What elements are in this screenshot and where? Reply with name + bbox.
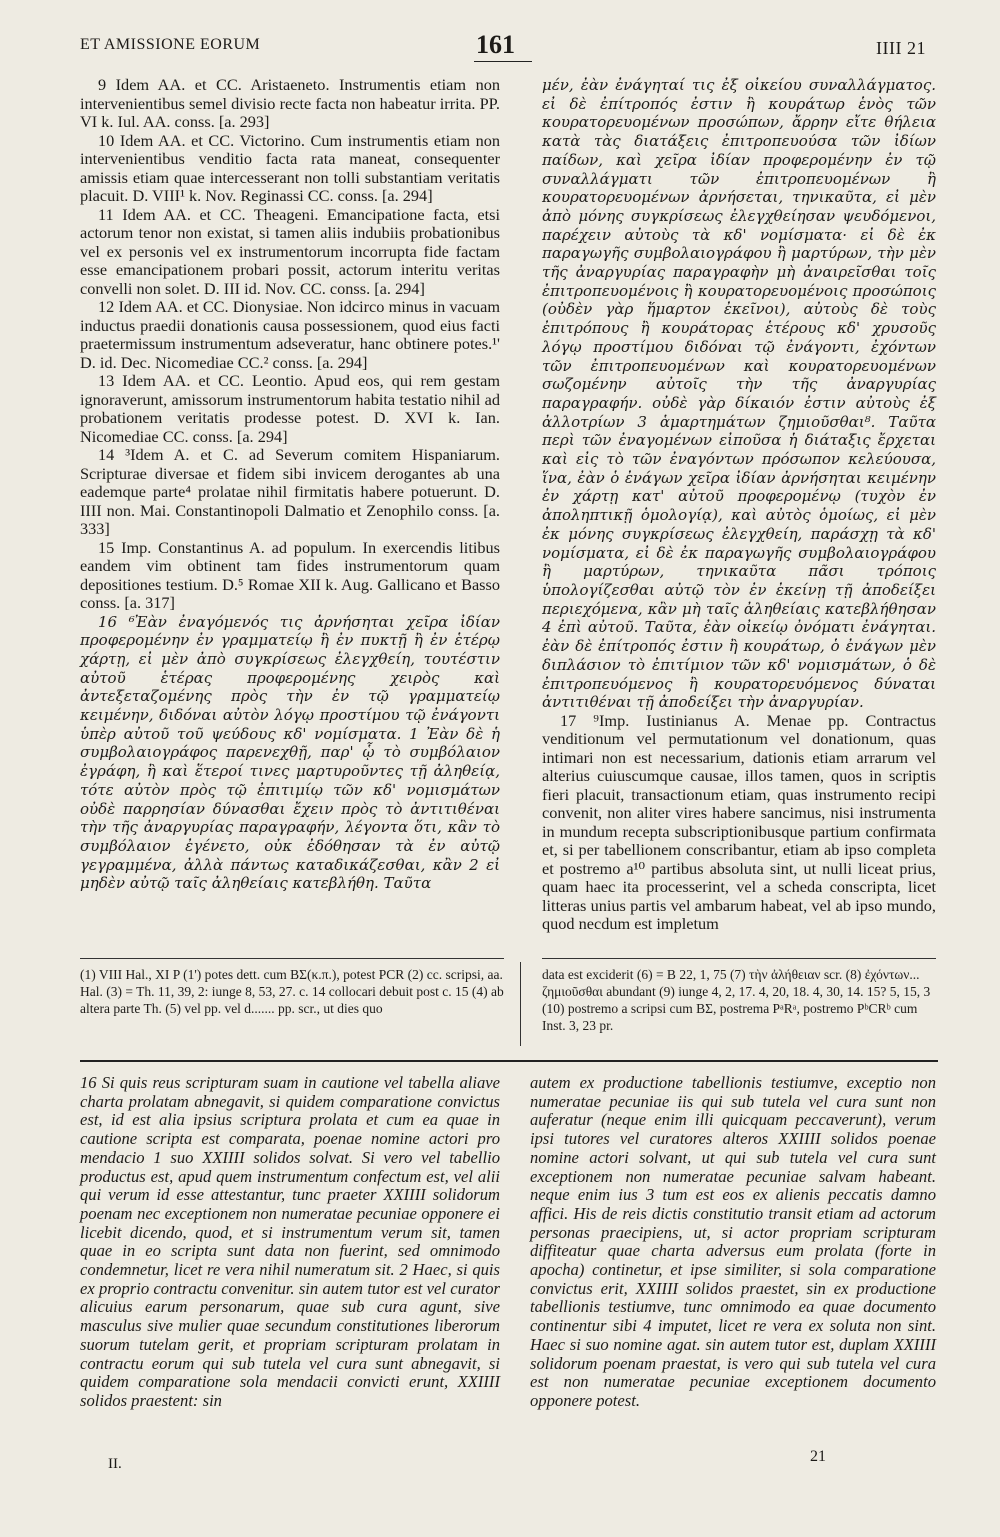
constitution-16-greek: 16 ⁶Ἐὰν ἐναγόμενός τις ἀρνήσηται χεῖρα ἰδίαν προφερομένην ἐν γραμματείῳ ἢ ἐν πυκτῇ ἢ ἐν ἑτέρῳ χάρτῃ, εἰ μὲν ἀπὸ συγκρίσεως ἐλεγχθείη, τουτέστιν αὐτοῦ ἑτέρας προφερομένης χειρὸς καὶ ἀντεξεταζομένης πρὸς τὴν ἐν τῷ γραμματείῳ κειμένην, διδόναι αὐτὸν λόγῳ προστίμου τῷ ἐνάγοντι ὑπὲρ αὐτοῦ τοῦ ψεύδους κδ' νομίσματα. 1 Ἐὰν δὲ ἡ συμβολαιογράφος παρενεχθῇ, παρ' ᾧ τὸ συμβόλαιον ἐγράφη, ἢ καὶ ἕτεροί τινες μαρτυροῦντες τῇ ἀληθείᾳ, τότε αὐτὸν πρὸς τῷ ἐπιτιμίῳ τῶν κδ' νομισμάτων οὐδὲ παρρησίαν δύνασθαι ἔχειν πρὸς τὸ ἀντιτιθέναι τὴν τῆς ἀναργυρίας παραγραφήν, λέγοντα ὅτι, κἂν τὸ συμβόλαιον ἐγένετο, οὐκ ἐδόθησαν τὰ ἐν αὐτῷ γεγραμμένα, ἀλλὰ πάντως καταδικάζεσθαι, κἂν 2 εἰ μηδὲν αὐτῷ ταῖς ἀληθείαις κατεβλήθη. Ταῦτα <box>80 612 500 893</box>
translation-right-column <box>530 1074 936 1411</box>
constitution-14: 14 ³Idem A. et C. ad Severum comitem Hispaniarum. Scripturae diversae et fidem sibi invicem derogantes ab una eademque parte⁴ prolatae nihil firmitatis habere potuerunt. D. IIII non. Mai. Constantinopoli Dalmatio et Zenophilo conss. [a. 333] <box>80 445 500 538</box>
footnote-rule-left <box>80 958 504 959</box>
left-column <box>80 76 500 893</box>
running-head-right: IIII 21 <box>876 38 926 58</box>
translation-left-text: 16 Si quis reus scripturam suam in cautione vel tabella aliave charta prolatam abnegavit, si quidem comparatione convictus est, id est alia ipsius scriptura prolata et cum ea quae in cautione scripta est comparata, poenae nomine actori pro mendacio 1 suo XXIIII solidos solvat. Si vero vel tabellio productus est, apud quem instrumentum confectum est, vel alii qui verum id esse attestantur, tunc praeter XXIIII solidorum poenam nec exceptionem non numeratae pecuniae opponere ei licebit dicendo, quod, et si instrumentum verum sit, tamen quae in eo scripta sunt data non fuerint, sed omnimodo condemnetur, licet re vera nihil numeratum sit. 2 Haec, si quis ex proprio contractu convenitur. sin autem tutor est vel curator alicuius earum personarum, quae sub cura agunt, sive masculus sive mulier quae secundum constitutiones liberorum suorum tutelam gerit, et propriam scripturam prolatam in contractu eorum qui sub tutela vel cura sunt abnegavit, si quidem comparatione sola mendacii convicti erunt, XXIIII solidos praestent: sin <box>80 1073 500 1410</box>
constitution-10: 10 Idem AA. et CC. Victorino. Cum instrumentis etiam non intervenientibus venditio facta rata maneat, consequenter amissis etiam quae intercesserant non tolli substantiam veritatis placuit. D. VIII¹ k. Nov. Reginassi CC. conss. [a. 294] <box>80 130 500 205</box>
section-number: 21 <box>810 1448 826 1465</box>
signature-mark: II. <box>108 1456 122 1472</box>
footnote-column-divider <box>520 962 521 1046</box>
constitution-11: 11 Idem AA. et CC. Theageni. Emancipatione facta, etsi actorum tenor non existat, si tamen aliis indubiis probationibus vel ex personis vel ex instrumentorum incorrupta fide factam esse emancipationem probari possit, actorum interitu veritas convelli non solet. D. III id. Nov. CC. conss. [a. 294] <box>80 204 500 298</box>
constitution-15: 15 Imp. Constantinus A. ad populum. In exercendis litibus eandem vim obtinent tam fides instrumentorum quam depositiones testium. D.⁵ Romae XII k. Aug. Gallicano et Basso conss. [a. 317] <box>80 537 500 612</box>
right-column <box>542 76 936 934</box>
constitution-16-greek-continued: μέν, ἐὰν ἐνάγηταί τις ἐξ οἰκείου συναλλάγματος. εἰ δὲ ἐπίτροπός ἐστιν ἢ κουράτωρ ἑνὸς τῶν κουρατορευομένων προσώπων, ἄρρην εἴτε θήλεια κατὰ τὰς διατάξεις ἐπιτροπευούσα τῶν ἰδίων παίδων, καὶ χεῖρα ἰδίαν προφερομένην ἐν τῷ συναλλάγματι τῶν ἐπιτροπευομένων ἢ κουρατορευομένων ἀρνήσεται, τηνικαῦτα, εἰ μὲν ἀπὸ μόνης συγκρίσεως ἐλεγχθείησαν ψευδόμενοι, παρέχειν αὐτοὺς τὰ κδ' νομίσματα· εἰ δὲ ἐκ παραγωγῆς συμβολαιογράφου ἢ μαρτύρων, τὴν μὲν τῆς ἀναργυρίας παραγραφὴν μὴ ἀναιρεῖσθαι τοῖς ἐπιτροπευομένοις ἢ κουρατορευομένοις προσώποις (οὐδὲν γὰρ ἥμαρτον ἐκεῖνοι), αὐτοὺς δὲ τοὺς ἐπιτρόπους ἢ κουράτορας ἑτέρους κδ' χρυσοῦς λόγῳ προστίμου διδόναι τῷ ἐνάγοντι, ἐχόντων τῶν ἐπιτροπευομένων καὶ κουρατορευομένων σωζομένην αὐτοῖς τὴν τῆς ἀναργυρίας παραγραφήν. οὐδὲ γὰρ δίκαιόν ἐστιν αὐτοὺς ἐξ ἀλλοτρίων 3 ἁμαρτημάτων ζημιοῦσθαι⁸. Ταῦτα περὶ τῶν ἐναγομένων εἰποῦσα ἡ διάταξις ἔρχεται καὶ εἰς τὸ τῶν ἐναγόντων πρόσωπον κελεύουσα, ἵνα, ἐὰν ὁ ἐνάγων χεῖρα ἰδίαν ἀρνήσηται κειμένην ἐν χάρτῃ κατ' αὐτοῦ προφερομένῳ (τυχὸν ἐν ἀποληπτικῇ ὁμολογίᾳ), καὶ αὐτὸς ὁμοίως, εἰ μὲν ἐκ μόνης συγκρίσεως ἐλεγχθείη, παράσχῃ τὰ κδ' νομίσματα, εἰ δὲ ἐκ παραγωγῆς συμβολαιογράφου ἢ μαρτύρων, τηνικαῦτα πᾶσι τρόποις ὑπολογίζεσθαι αὐτῷ τὸν ἐν ἐκείνῃ τῇ ἀποδείξει περιεχόμενα, κἂν μὴ ταῖς ἀληθείαις κατεβλήθησαν 4 ἐπὶ αὐτοῦ. Ταῦτα, ἐὰν οἰκείῳ ὀνόματι ἐνάγηται. ἐὰν δὲ ἐπίτροπός ἐστιν ἢ κουράτωρ, ὁ ἐνάγων μὲν διπλάσιον τὸ ἐπιτίμιον τῶν κδ' νομισμάτων, ὁ δὲ ἐπιτροπευόμενος ἢ κουρατορευόμενος δύναται ἀντιτιθέναι τῇ ἀποδείξει τὴν ἀναργυρίαν. <box>542 76 936 712</box>
footnote-rule-right <box>542 958 936 959</box>
page-number: 161 <box>476 30 515 59</box>
running-head-left: ET AMISSIONE EORUM <box>80 36 261 53</box>
constitution-9: 9 Idem AA. et CC. Aristaeneto. Instrumentis etiam non intervenientibus semel divisio recte facta non habeatur irrita. PP. VI k. Iul. AA. conss. [a. 293] <box>80 75 500 131</box>
constitution-17: 17 ⁹Imp. Iustinianus A. Menae pp. Contractus venditionum vel permutationum vel donationum, quas intimari non est necessarium, dationis etiam arrarum vel alterius cuiuscumque causae, illos tamen, quos in scriptis fieri placuit, transactionum etiam, quas instrumento recipi convenit, non aliter vires habere sancimus, nisi instrumenta in mundum recepta subscriptionibusque partium confirmata et, si per tabellionem conscribantur, etiam ab ipso completa et postremo a¹⁰ partibus absoluta sint, ut nulli liceat prius, quam haec ita processerint, vel a scheda conscripta, licet litteras unius partis vel ambarum habeat, vel ab ipso mundo, quod necdum est impletum <box>542 710 936 934</box>
footnotes-right: data est exciderit (6) = B 22, 1, 75 (7) τὴν ἀλήθειαν scr. (8) ἐχόντων... ζημιοῦσθαι abundant (9) iunge 4, 2, 17. 4, 20, 18. 4, 30, 14. 15? 5, 15, 3 (10) postremo a scripsi cum BΣ, postrema PᵃRᵃ, postremo PᵇCRᵇ cum Inst. 3, 23 pr. <box>542 967 931 1033</box>
translation-right-text: autem ex productione tabellionis testiumve, exceptio non numeratae pecuniae iis qui sub tutela vel cura sunt non auferatur (neque enim illi quicquam peccaverunt), verum ipsi tutores vel curatores alteros XXIIII solidos poenae nomine actori solvant, ut qui sub tutela vel cura sunt exceptionem non numeratae pecuniae salvam habeant. neque enim ius 3 tum est eos ex alienis peccatis damno affici. His de reis dictis constitutio transit etiam ad actorum personas praecipiens, ut, si actor propriam scripturam diffiteatur quae charta adversus eum prolata (forte in apocha) continetur, et ipse similiter, si sola comparatione convictus erit, XXIIII solidos praestet, sin ex productione tabellionis testiumve, tunc omnimodo ea quae documento continentur sibi 4 imputet, licet re vera ex soluta non sint. Haec si suo nomine agat. sin autem tutor est, duplam XXIIII solidorum poenam praestat, is vero qui sub tutela vel cura est non numeratae pecuniae exceptionem documento opponere potest. <box>530 1073 936 1410</box>
translation-left-column <box>80 1074 500 1411</box>
constitution-13: 13 Idem AA. et CC. Leontio. Apud eos, qui rem gestam ignoraverunt, amissorum instrumentorum habita testatio nihil ad probationem veritatis prodesse potest. D. XVI k. Ian. Nicomediae CC. conss. [a. 294] <box>80 371 500 446</box>
constitution-12: 12 Idem AA. et CC. Dionysiae. Non idcirco minus in vacuam inductus praedii donationis causa possessionem, quod eius facti praetermissum instrumentum adseveratur, hanc obtinere potes.¹' D. id. Dec. Nicomediae CC.² conss. [a. 294] <box>80 297 500 372</box>
footnotes-left: (1) VIII Hal., XI P (1') potes dett. cum BΣ(κ.π.), potest PCR (2) cc. scripsi, aa. Hal. (3) = Th. 11, 39, 2: iunge 8, 53, 27. c. 14 collocari debuit post c. 15 (4) ab altera parte Th. (5) vel pp. vel d....... pp. scr., ut dies quo <box>80 967 504 1016</box>
translation-separator <box>80 1060 938 1062</box>
page-number-rule <box>474 61 532 62</box>
